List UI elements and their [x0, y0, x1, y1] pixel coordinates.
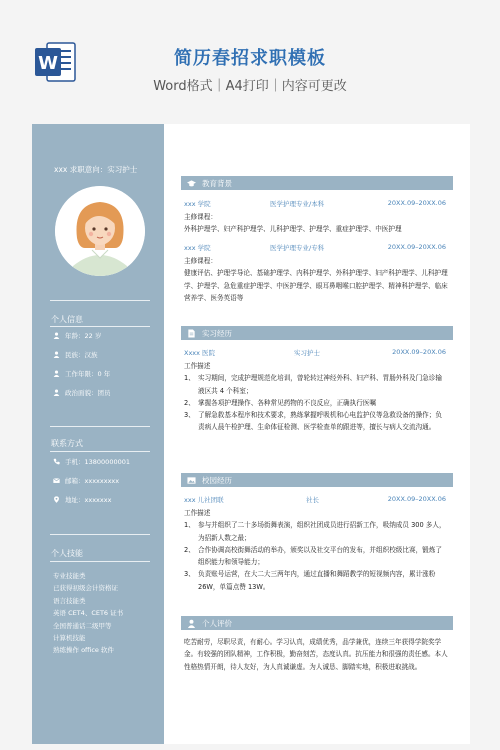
course-label: 主修课程： [184, 213, 217, 221]
info-ethnicity-text: 民族：汉族 [65, 351, 98, 359]
skill-item: 熟练操作 office 软件 [53, 646, 114, 655]
list-item: 1、 参与并组织了二十多场街舞表演，组织社团成员进行招新工作，吸纳成员 300 多人，为招新人数之最； [184, 519, 448, 544]
skill-item: 已获得初级会计资格证 [53, 584, 118, 593]
info-ethnicity [53, 350, 98, 359]
user-icon [187, 619, 196, 628]
location-pin-icon [53, 496, 60, 503]
internship-desc [184, 360, 448, 434]
document-icon [187, 329, 196, 338]
section-header-campus [181, 473, 453, 487]
info-age-text: 年龄：22 岁 [65, 332, 102, 340]
sidebar-divider [50, 561, 150, 562]
skill-item: 专业技能类 [53, 572, 86, 580]
campus-role: 社长 [306, 496, 319, 504]
contact-phone [53, 457, 130, 466]
list-item: 1、 实习期间，完成护理规范化培训，曾轮转过神经外科、妇产科、胃肠外科及门急诊输液区共 4 个科室； [184, 372, 448, 397]
list-item: 3、 负责账号运营，在大二大三两年内，通过直播和舞蹈教学的短视频内容，累计涨粉 26W，单篇点赞 13W。 [184, 568, 448, 593]
resume-sidebar [32, 124, 164, 744]
course-label: 主修课程： [184, 257, 217, 265]
sidebar-divider [50, 300, 150, 301]
section-title: 实习经历 [202, 328, 232, 338]
personal-info-title: 个人信息 [51, 315, 83, 324]
avatar-illustration [55, 186, 145, 276]
desc-label: 工作描述 [184, 509, 211, 517]
list-item-text: 参与并组织了二十多场街舞表演，组织社团成员进行招新工作，吸纳成员 300 多人，为招新人数之最； [198, 521, 446, 542]
edu-date: 20XX.09–20XX.06 [387, 243, 446, 251]
edu-date: 20XX.09–20XX.06 [387, 199, 446, 207]
skill-item: 英语 CET4、CET6 证书 [53, 609, 124, 618]
internship-role: 实习护士 [294, 349, 320, 357]
contact-phone-text: 手机：13800000001 [65, 458, 130, 466]
skill-item: 计算机技能 [53, 634, 86, 643]
desc-label: 工作描述 [184, 362, 211, 370]
edu-entry-1-header [184, 199, 446, 208]
info-political [53, 388, 111, 397]
edu-school: xxx 学院 [184, 200, 211, 208]
sidebar-divider [50, 326, 150, 327]
sidebar-divider [50, 534, 150, 535]
job-intent: xxx 求职意向：实习护士 [54, 165, 138, 174]
list-item: 2、 合作协调高校街舞活动的举办，颁奖以及社交平台的发布，并组织校级比赛，锻炼了组织能力和领导能力； [184, 544, 448, 569]
contact-address-text: 地址：xxxxxxx [65, 496, 112, 504]
internship-org: Xxxx 医院 [184, 349, 216, 357]
contact-title: 联系方式 [51, 439, 83, 448]
info-work-years [53, 369, 110, 378]
list-item: 2、 掌握各项护理操作、各种常见药物的不良反应，正确执行医嘱 [184, 397, 448, 409]
campus-org: xxx 儿社团联 [184, 496, 224, 504]
campus-date: 20XX.09–20XX.06 [387, 495, 446, 503]
skill-item: 语言技能类 [53, 596, 86, 605]
edu-entry-2-header [184, 243, 446, 252]
user-icon [53, 351, 60, 358]
info-work-years-text: 工作年限：0 年 [65, 370, 111, 378]
page-subtitle: Word格式｜A4打印｜内容可更改 [153, 79, 347, 94]
image-icon [187, 476, 196, 485]
page-title: 简历春招求职模板 [174, 48, 326, 69]
skill-item: 全国普通话二级甲等 [53, 621, 112, 630]
contact-address [53, 495, 111, 504]
graduation-cap-icon [187, 179, 196, 188]
info-age [53, 331, 101, 340]
course-list: 外科护理学、妇产科护理学、儿科护理学、护理学、重症护理学、中医护理 [184, 225, 402, 234]
edu-entry-1-body [184, 211, 450, 236]
edu-major: 医学护理专业/本科 [270, 200, 325, 208]
section-title: 个人评价 [202, 618, 232, 628]
sidebar-divider [50, 451, 150, 452]
list-item-text: 实习期间，完成护理规范化培训，曾轮转过神经外科、妇产科、胃肠外科及门急诊输液区共 4 个科室； [198, 374, 442, 395]
campus-desc [184, 507, 448, 593]
section-header-evaluation [181, 616, 453, 630]
evaluation-text: 吃苦耐劳，尽职尽责，有耐心。学习认真，成绩优秀，品学兼优，连续三年获得学院奖学金。有较强的团队精神，工作积极，勤奋刻苦，态度认真。抗压能力和很强的责任感。本人性格热情开朗，待人友好，为人真诚谦虚。为人诚恳、脚踏实地，积极进取挑战。 [184, 638, 448, 671]
svg-text:W: W [38, 53, 58, 74]
section-header-internship [181, 326, 453, 340]
section-header-education [181, 176, 453, 190]
section-title: 校园经历 [202, 475, 232, 485]
contact-email [53, 476, 119, 485]
edu-major: 医学护理专业/专科 [270, 244, 325, 252]
info-political-text: 政治面貌：团员 [65, 389, 111, 397]
edu-entry-2-body [184, 255, 450, 304]
skills-title: 个人技能 [51, 549, 83, 558]
campus-header [184, 495, 446, 504]
contact-email-text: 邮箱：xxxxxxxxx [65, 477, 120, 485]
internship-date: 20XX.09–20X.06 [392, 348, 446, 356]
edu-school: xxx 学院 [184, 244, 211, 252]
user-icon [53, 370, 60, 377]
course-list: 健康评估、护理学导论、基础护理学、内科护理学、外科护理学、妇产科护理学、儿科护理学、护理学、急危重症护理学、中医护理学、眼耳鼻咽喉口腔护理学、精神科护理学、临床营养学、医务英语等 [184, 269, 448, 302]
internship-header [184, 348, 446, 357]
list-item-text: 合作协调高校街舞活动的举办，颁奖以及社交平台的发布，并组织校级比赛，锻炼了组织能力和领导能力； [198, 545, 442, 567]
user-icon [53, 389, 60, 396]
sidebar-divider [50, 426, 150, 427]
mail-icon [53, 477, 60, 484]
list-item-text: 掌握各项护理操作、各种常见药物的不良反应，正确执行医嘱 [198, 398, 377, 407]
skills-list [53, 570, 123, 657]
resume-card [32, 124, 470, 744]
section-title: 教育背景 [202, 178, 232, 188]
list-item-text: 了解急救基本程序和技术要求，熟练掌握呼吸机和心电监护仪等急救设备的操作；负责病人晨午检护理、生命体征检测、医学检查单的跟进等，擅长与病人交流沟通。 [198, 411, 442, 432]
list-item-text: 负责账号运营，在大二大三两年内，通过直播和舞蹈教学的短视频内容，累计涨粉 26W，单篇点赞 13W。 [198, 570, 436, 591]
avatar [55, 186, 145, 276]
phone-icon [53, 458, 60, 465]
user-icon [53, 332, 60, 339]
list-item: 3、 了解急救基本程序和技术要求，熟练掌握呼吸机和心电监护仪等急救设备的操作；负责病人晨午检护理、生命体征检测、医学检查单的跟进等，擅长与病人交流沟通。 [184, 409, 448, 434]
